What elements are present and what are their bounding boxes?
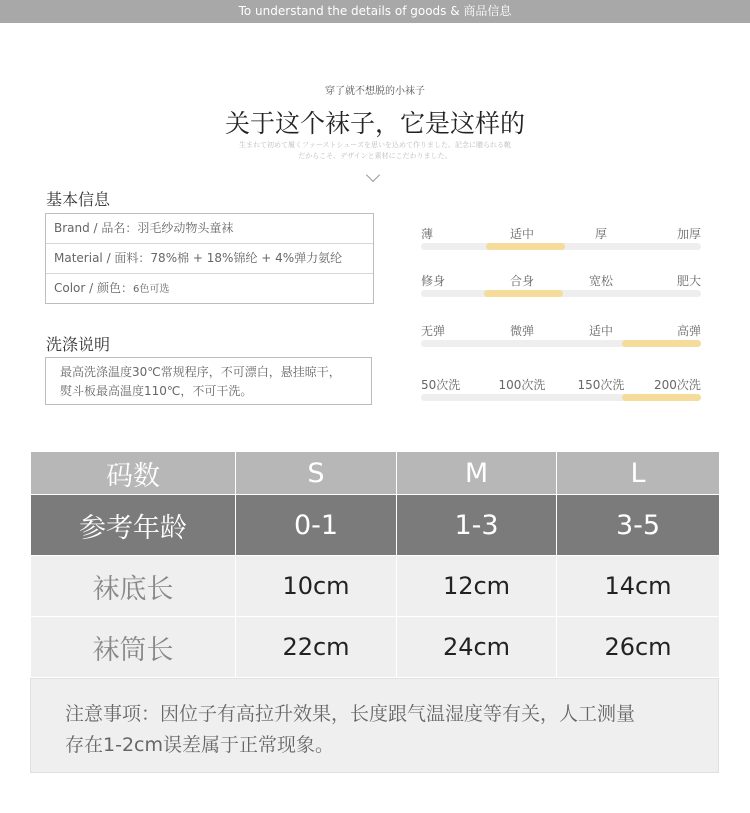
scale-2 [421, 272, 701, 302]
color-value: 6色可选 [133, 284, 170, 295]
age-l: 3-5 [557, 495, 720, 556]
size-header-m: M [397, 452, 557, 495]
chevron-down-icon [366, 168, 380, 182]
leg-length-row [31, 617, 720, 678]
scale-label: 肥大 [677, 274, 702, 288]
scale-label: 适中 [589, 324, 614, 338]
scale-highlight [486, 243, 565, 250]
scale-4 [421, 376, 701, 406]
note-box [30, 678, 719, 773]
scale-label: 厚 [595, 227, 608, 241]
scale-label: 加厚 [677, 227, 702, 241]
leg-length-l: 26cm [557, 617, 720, 678]
scale-track [421, 243, 701, 250]
leg-length-m: 24cm [397, 617, 557, 678]
age-row [31, 495, 720, 556]
size-table [30, 451, 720, 678]
scale-label: 宽松 [589, 274, 614, 288]
brand-row: Brand / 品名：羽毛纱动物头童袜 [54, 221, 234, 235]
basic-info-box [45, 213, 374, 304]
scale-label: 微弹 [510, 324, 535, 338]
scale-label: 100次洗 [498, 378, 546, 392]
material-row: Material / 面料：78%棉 + 18%锦纶 + 4%弹力氨纶 [46, 243, 373, 273]
scale-label: 适中 [510, 227, 535, 241]
wash-box [45, 357, 372, 405]
wash-title: 洗涤说明 [46, 335, 111, 354]
age-m: 1-3 [397, 495, 557, 556]
scale-label: 无弹 [421, 324, 446, 338]
size-header-label: 码数 [31, 452, 236, 495]
wash-line-1: 最高洗涤温度30℃常规程序，不可漂白，悬挂晾干， [60, 365, 341, 379]
scale-highlight [622, 340, 701, 347]
sole-length-l: 14cm [557, 556, 720, 617]
sole-length-row [31, 556, 720, 617]
intro-japanese-text [0, 140, 750, 162]
leg-length-s: 22cm [236, 617, 397, 678]
color-row [46, 273, 373, 303]
jp-line-2: だからこそ、デザインと素材にこだわりました。 [298, 152, 452, 160]
scale-label: 50次洗 [421, 378, 461, 392]
scale-label: 200次洗 [654, 378, 701, 392]
note-line-2: 存在1-2cm误差属于正常现象。 [65, 734, 334, 756]
age-row-label: 参考年龄 [31, 495, 236, 556]
size-header-s: S [236, 452, 397, 495]
scale-highlight [484, 290, 563, 297]
intro-headline: 关于这个袜子，它是这样的 [224, 109, 525, 138]
intro-kicker: 穿了就不想脱的小袜子 [325, 86, 425, 97]
scale-label: 修身 [421, 274, 446, 288]
scale-3 [421, 322, 701, 352]
sole-length-m: 12cm [397, 556, 557, 617]
header-banner: To understand the details of goods & 商品信息 [0, 0, 750, 23]
scale-label: 合身 [510, 274, 535, 288]
size-header-l: L [557, 452, 720, 495]
color-label: Color / 颜色： [54, 281, 134, 295]
scale-track [421, 340, 701, 347]
note-line-1: 注意事项：因位子有高拉升效果，长度跟气温湿度等有关，人工测量 [65, 703, 636, 725]
size-table-header-row [31, 452, 720, 495]
wash-line-2: 熨斗板最高温度110℃，不可干洗。 [60, 384, 253, 398]
leg-length-label: 袜筒长 [31, 617, 236, 678]
jp-line-1: 生まれて初めて履くファーストシューズを思いを込めて作りました。記念に贈られる靴 [238, 141, 512, 149]
scale-label: 高弹 [677, 324, 702, 338]
sole-length-label: 袜底长 [31, 556, 236, 617]
scale-track [421, 290, 701, 297]
scale-track [421, 394, 701, 401]
sole-length-s: 10cm [236, 556, 397, 617]
age-s: 0-1 [236, 495, 397, 556]
scale-label: 150次洗 [577, 378, 625, 392]
scale-1 [421, 225, 701, 255]
basic-info-title: 基本信息 [46, 190, 111, 209]
scale-highlight [622, 394, 701, 401]
scale-label: 薄 [421, 227, 434, 241]
